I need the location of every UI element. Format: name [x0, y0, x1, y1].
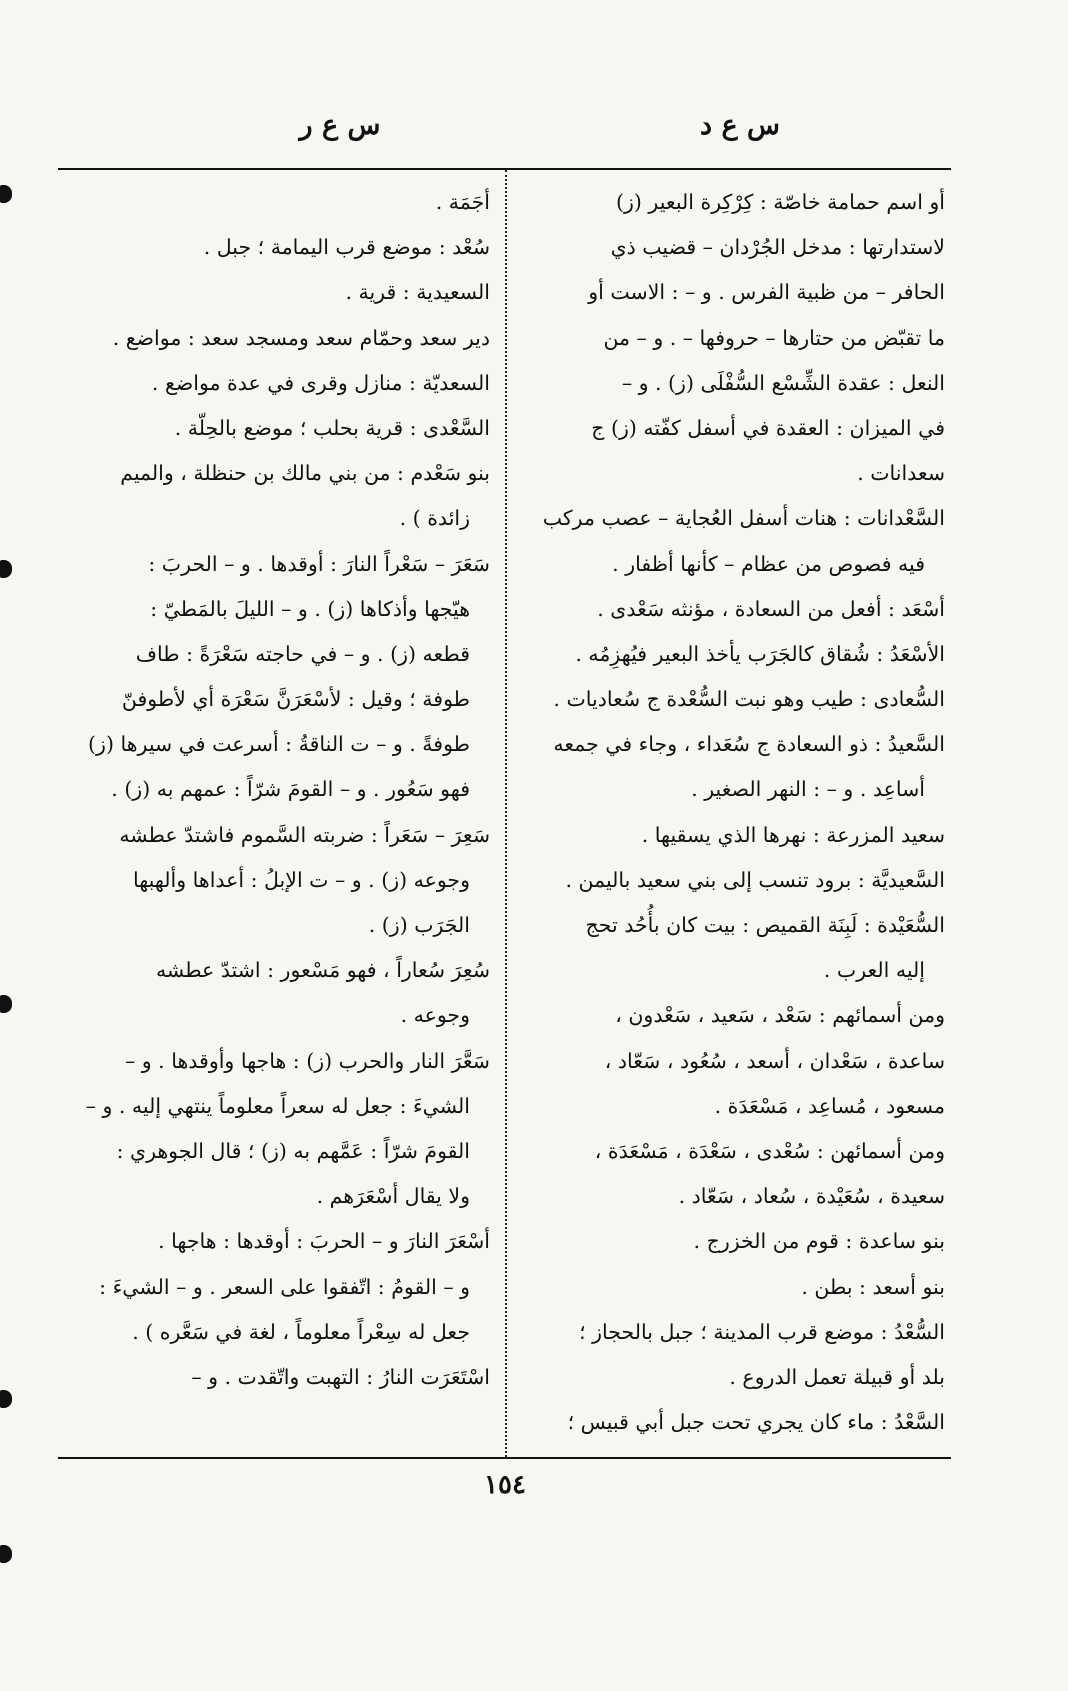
text-line: ساعدة ، سَعْدان ، أسعد ، سُعُود ، سَعّاد ،	[604, 1048, 945, 1073]
text-line: ومن أسمائهن : سُعْدى ، سَعْدَة ، مَسْعَدَة ،	[594, 1138, 945, 1163]
column-divider	[505, 170, 507, 1457]
scan-edge-mark	[0, 185, 12, 203]
text-line: السُّعَيْدة : لَبِنَة القميص : بيت كان بأُحُد تحج	[585, 913, 945, 937]
scan-edge-mark	[0, 560, 12, 578]
text-line: طوفة ؛ وقيل : لأسْعَرَنَّ سَعْرَة أي لأطوفنّ	[121, 687, 470, 712]
text-line: القومَ شرّاً : عَمَّهم به (ز) ؛ قال الجوهري :	[116, 1138, 470, 1163]
text-line: الشيءَ : جعل له سعراً معلوماً ينتهي إليه . و –	[85, 1093, 470, 1118]
text-line: السُّعادى : طيب وهو نبت السُّعْدة ج سُعاديات .	[553, 687, 945, 712]
text-line: سعيد المزرعة : نهرها الذي يسقيها .	[641, 822, 945, 847]
text-line: سَعِرَ – سَعَراً : ضربته السَّموم فاشتدّ عطشه	[119, 822, 490, 847]
text-line: في الميزان : العقدة في أسفل كفّته (ز) ج	[591, 415, 945, 440]
text-line: الأسْعَدُ : شُقاق كالجَرَب يأخذ البعير فيُهزِمُه .	[575, 641, 945, 666]
text-line: فيه فصوص من عظام – كأنها أظفار .	[612, 551, 925, 576]
text-line: السَّعيديَّة : برود تنسب إلى بني سعيد باليمن .	[565, 867, 945, 892]
text-line: بلد أو قبيلة تعمل الدروع .	[729, 1364, 945, 1389]
scan-edge-mark	[0, 1545, 12, 1563]
text-line: جعل له سِعْراً معلوماً ، لغة في سَعَّره ) .	[132, 1319, 470, 1344]
text-line: السعيدية : قرية .	[345, 280, 490, 305]
bottom-rule	[58, 1457, 951, 1459]
text-line: مسعود ، مُساعِد ، مَسْعَدَة .	[714, 1093, 945, 1118]
text-line: سُعِرَ سُعاراً ، فهو مَسْعور : اشتدّ عطشه	[155, 958, 490, 983]
text-line: اسْتَعَرَت النارُ : التهبت واتّقدت . و –	[191, 1364, 490, 1389]
text-line: و – القومُ : اتّفقوا على السعر . و – الشيءَ :	[99, 1274, 470, 1299]
text-line: أساعِد . و – : النهر الصغير .	[691, 777, 925, 802]
text-line: سعدانات .	[857, 461, 945, 486]
text-line: لاستدارتها : مدخل الجُرْدان – قضيب ذي	[610, 235, 945, 260]
text-line: ومن أسمائهم : سَعْد ، سَعيد ، سَعْدون ،	[615, 1003, 945, 1028]
text-line: طوفةً . و – ت الناقةُ : أسرعت في سيرها (ز)	[88, 732, 470, 757]
running-header-right: س ع د	[700, 110, 780, 141]
left-column	[60, 180, 490, 1400]
text-line: السَّعْدى : قرية بحلب ؛ موضع بالحِلّة .	[174, 415, 490, 440]
text-line: أو اسم حمامة خاصّة : كِرْكِرة البعير (ز)	[616, 190, 945, 214]
text-line: قطعه (ز) . و – في حاجته سَعْرَةً : طاف	[135, 641, 470, 666]
text-line: السَّعْدانات : هنات أسفل العُجاية – عصب مركب	[542, 506, 945, 531]
text-line: دير سعد وحمّام سعد ومسجد سعد : مواضع .	[112, 325, 490, 350]
text-line: فهو سَعُور . و – القومَ شرّاً : عمهم به (ز) .	[111, 777, 470, 802]
text-line: السعديّة : منازل وقرى في عدة مواضع .	[151, 370, 490, 395]
text-line: الحافر – من ظبية الفرس . و – : الاست أو	[588, 280, 945, 305]
text-line: إليه العرب .	[823, 958, 925, 983]
text-line: زائدة ) .	[399, 506, 470, 531]
text-line: أسْعَد : أفعل من السعادة ، مؤنثه سَعْدى .	[597, 596, 945, 621]
scan-edge-mark	[0, 995, 12, 1013]
text-line: أسْعَرَ النارَ و – الحربَ : أوقدها : هاجها .	[158, 1229, 490, 1254]
text-line: بنو سَعْدم : من بني مالك بن حنظلة ، والميم	[120, 461, 490, 486]
page-number: ١٥٤	[484, 1470, 526, 1500]
text-line: ولا يقال أسْعَرَهم .	[316, 1184, 470, 1209]
text-line: أجَمَة .	[435, 190, 490, 214]
text-line: الجَرَب (ز) .	[368, 913, 470, 937]
text-line: سُعْد : موضع قرب اليمامة ؛ جبل .	[203, 235, 490, 260]
text-line: النعل : عقدة الشِّسْع السُّفْلَى (ز) . و –	[621, 370, 945, 395]
text-line: هيّجها وأذكاها (ز) . و – الليلَ بالمَطيّ :	[150, 596, 470, 621]
text-line: سعيدة ، سُعَيْدة ، سُعاد ، سَعّاد .	[678, 1184, 945, 1209]
scan-edge-mark	[0, 1390, 12, 1408]
text-line: بنو ساعدة : قوم من الخزرج .	[693, 1229, 945, 1254]
right-column	[520, 180, 945, 1445]
text-line: وجوعه (ز) . و – ت الإبلُ : أعداها وألهبها	[132, 867, 470, 892]
text-line: وجوعه .	[400, 1003, 470, 1028]
text-line: سَعَرَ – سَعْراً النارَ : أوقدها . و – الحربَ :	[148, 551, 490, 576]
running-header-left: س ع ر	[299, 110, 381, 141]
text-line: ما تقبّض من حتارها – حروفها – . و – من	[603, 325, 945, 350]
text-line: السَّعيدُ : ذو السعادة ج سُعَداء ، وجاء في جمعه	[553, 732, 945, 757]
text-line: بنو أسعد : بطن .	[801, 1274, 945, 1299]
text-line: سَعَّرَ النار والحرب (ز) : هاجها وأوقدها . و –	[125, 1048, 490, 1073]
text-line: السُّعْدُ : موضع قرب المدينة ؛ جبل بالحجاز ؛	[579, 1319, 945, 1344]
text-line: السَّعْدُ : ماء كان يجري تحت جبل أبي قبيس ؛	[567, 1410, 945, 1435]
